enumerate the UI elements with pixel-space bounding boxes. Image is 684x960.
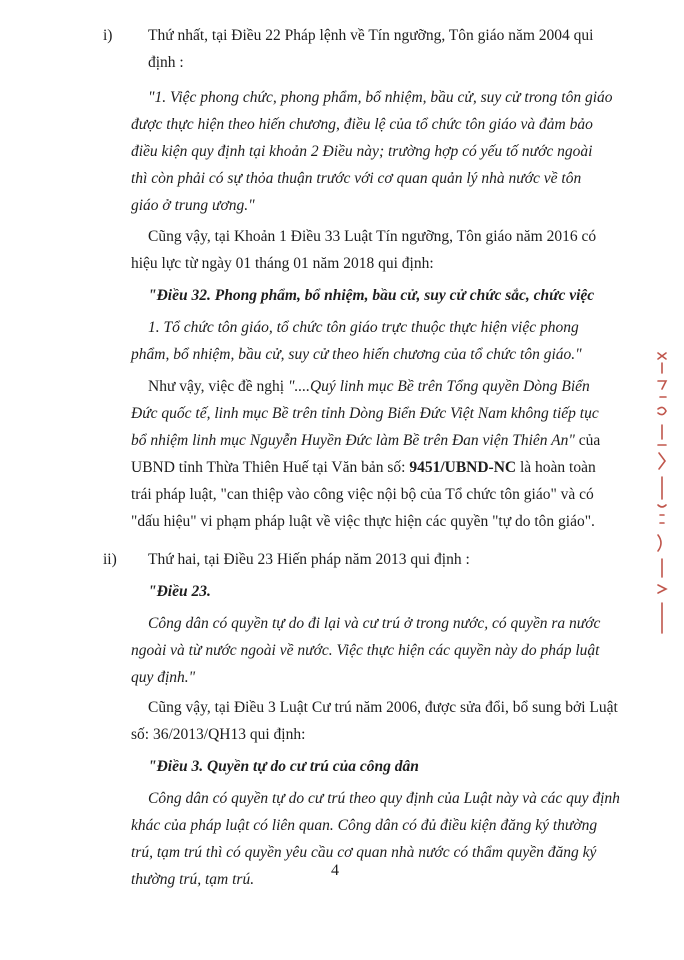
quote-line: trú, tạm trú thì có quyền yêu cầu cơ quan nhà nước có thẩm quyền đăng ký — [131, 844, 597, 861]
quote-line: "1. Việc phong chức, phong phẩm, bổ nhiệm, bầu cử, suy cử trong tôn giáo — [148, 89, 613, 106]
quote-line: được thực hiện theo hiến chương, điều lệ của tổ chức tôn giáo và đảm bảo — [131, 116, 593, 133]
text-line: định : — [148, 54, 184, 71]
list-marker-i: i) — [103, 27, 113, 44]
page-number: 4 — [331, 862, 339, 879]
text-segment: Như vậy, việc đề nghị — [148, 378, 288, 395]
side-stamp — [650, 345, 680, 675]
quote-line: quy định." — [131, 669, 196, 686]
text-line — [131, 432, 600, 450]
quote-line: phẩm, bổ nhiệm, bầu cử, suy cử theo hiến chương của tổ chức tôn giáo." — [131, 346, 582, 363]
quote-segment: bổ nhiệm linh mục Nguyễn Huyền Đức làm Bề trên Đan viện Thiên An" — [131, 432, 575, 449]
list-marker-ii: ii) — [103, 551, 117, 568]
text-line: Thứ hai, tại Điều 23 Hiến pháp năm 2013 qui định : — [148, 551, 470, 568]
quote-line: thường trú, tạm trú. — [131, 871, 255, 888]
quote-segment: "....Quý linh mục Bề trên Tổng quyền Dòng Biển — [287, 378, 590, 395]
text-line: hiệu lực từ ngày 01 tháng 01 năm 2018 qui định: — [131, 255, 434, 272]
text-segment: của — [574, 432, 601, 449]
quote-line: thì còn phải có sự thỏa thuận trước với cơ quan quản lý nhà nước về tôn — [131, 170, 582, 187]
quote-line: Công dân có quyền tự do cư trú theo quy định của Luật này và các quy định — [148, 790, 620, 807]
text-line: số: 36/2013/QH13 qui định: — [131, 726, 306, 743]
text-line — [148, 378, 590, 396]
text-line: trái pháp luật, "can thiệp vào công việc nội bộ của Tổ chức tôn giáo" và có — [131, 486, 594, 503]
text-line — [131, 459, 596, 477]
quote-line: điều kiện quy định tại khoản 2 Điều này; trường hợp có yếu tố nước ngoài — [131, 143, 593, 160]
text-line: Cũng vậy, tại Điều 3 Luật Cư trú năm 2006, được sửa đổi, bổ sung bởi Luật — [148, 699, 618, 716]
quote-line: 1. Tổ chức tôn giáo, tổ chức tôn giáo trực thuộc thực hiện việc phong — [148, 319, 579, 336]
quote-line: giáo ở trung ương." — [131, 197, 255, 214]
quote-line: Đức quốc tế, linh mục Bề trên tỉnh Dòng Biển Đức Việt Nam không tiếp tục — [131, 405, 599, 422]
article-heading: "Điều 3. Quyền tự do cư trú của công dân — [148, 758, 419, 775]
quote-line: ngoài và từ nước ngoài về nước. Việc thực hiện các quyền này do pháp luật — [131, 642, 600, 659]
document-number: 9451/UBND-NC — [409, 459, 517, 476]
text-line: Cũng vậy, tại Khoản 1 Điều 33 Luật Tín ngưỡng, Tôn giáo năm 2016 có — [148, 228, 597, 245]
quote-line: khác của pháp luật có liên quan. Công dân có đủ điều kiện đăng ký thường — [131, 817, 598, 834]
text-segment: là hoàn toàn — [516, 459, 596, 476]
text-line: "dấu hiệu" vi phạm pháp luật về việc thực hiện các quyền "tự do tôn giáo". — [131, 513, 595, 530]
text-line: Thứ nhất, tại Điều 22 Pháp lệnh về Tín ngưỡng, Tôn giáo năm 2004 qui — [148, 27, 594, 44]
article-heading: "Điều 32. Phong phẩm, bổ nhiệm, bầu cử, suy cử chức sắc, chức việc — [148, 287, 595, 304]
article-heading: "Điều 23. — [148, 583, 211, 600]
quote-line: Công dân có quyền tự do đi lại và cư trú ở trong nước, có quyền ra nước — [148, 615, 601, 632]
text-segment: UBND tỉnh Thừa Thiên Huế tại Văn bản số: — [131, 459, 410, 476]
